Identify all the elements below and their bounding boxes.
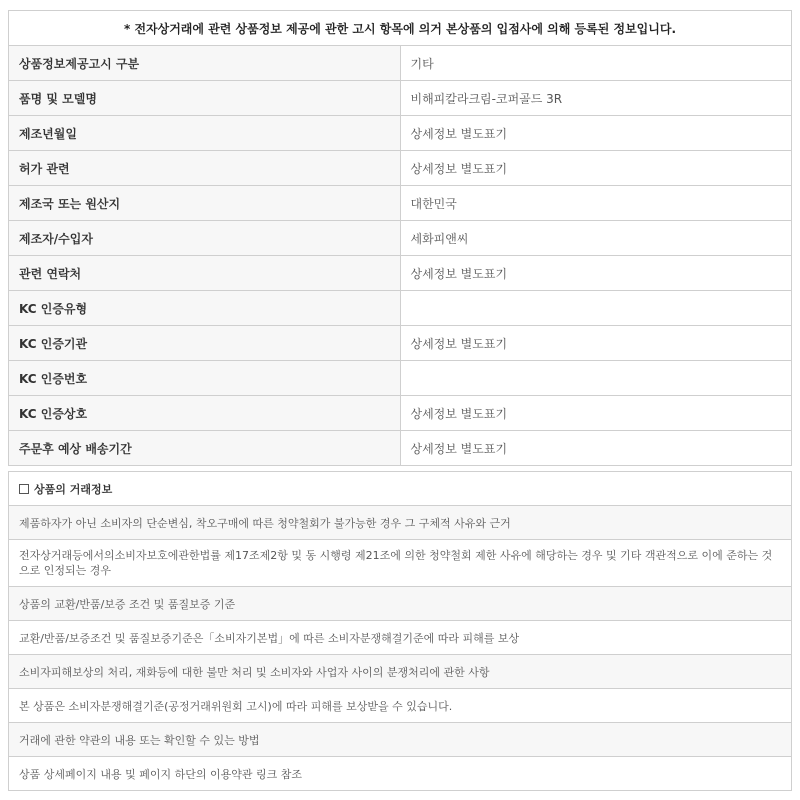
trade-info-answer: 상품 상세페이지 내용 및 페이지 하단의 이용약관 링크 참조	[9, 757, 792, 791]
info-value: 상세정보 별도표기	[400, 396, 792, 431]
info-row	[9, 186, 792, 221]
trade-info-answer: 교환/반품/보증조건 및 품질보증기준은「소비자기본법」에 따른 소비자분쟁해결기준에 따라 피해를 보상	[9, 621, 792, 655]
trade-info-row	[9, 655, 792, 689]
info-row	[9, 431, 792, 466]
trade-info-row	[9, 506, 792, 540]
info-row	[9, 151, 792, 186]
trade-info-row	[9, 723, 792, 757]
info-value: 상세정보 별도표기	[400, 116, 792, 151]
notice-row	[9, 11, 792, 46]
trade-info-header-row	[9, 472, 792, 506]
trade-info-question: 소비자피해보상의 처리, 재화등에 대한 불만 처리 및 소비자와 사업자 사이의 분쟁처리에 관한 사항	[9, 655, 792, 689]
info-row	[9, 256, 792, 291]
info-label: 제조년월일	[9, 116, 401, 151]
info-value: 상세정보 별도표기	[400, 431, 792, 466]
info-label: 품명 및 모델명	[9, 81, 401, 116]
info-value	[400, 291, 792, 326]
trade-info-row	[9, 587, 792, 621]
info-row	[9, 291, 792, 326]
info-value	[400, 361, 792, 396]
trade-info-row	[9, 689, 792, 723]
info-label: KC 인증기관	[9, 326, 401, 361]
info-value: 상세정보 별도표기	[400, 256, 792, 291]
info-row	[9, 46, 792, 81]
checkbox-square-icon	[19, 484, 29, 494]
product-info-table	[8, 10, 792, 466]
trade-info-row	[9, 757, 792, 791]
info-label: KC 인증번호	[9, 361, 401, 396]
trade-info-answer: 전자상거래등에서의소비자보호에관한법률 제17조제2항 및 동 시행령 제21조에 의한 청약철회 제한 사유에 해당하는 경우 및 기타 객관적으로 이에 준하는 것으로 인정되는 경우	[9, 540, 792, 587]
info-value: 비해피칼라크림-코퍼골드 3R	[400, 81, 792, 116]
notice-text: * 전자상거래에 관련 상품정보 제공에 관한 고시 항목에 의거 본상품의 입점사에 의해 등록된 정보입니다.	[9, 11, 792, 46]
trade-info-answer: 본 상품은 소비자분쟁해결기준(공정거래위원회 고시)에 따라 피해를 보상받을 수 있습니다.	[9, 689, 792, 723]
info-label: 허가 관련	[9, 151, 401, 186]
info-value: 상세정보 별도표기	[400, 151, 792, 186]
info-row	[9, 221, 792, 256]
info-value: 세화피앤씨	[400, 221, 792, 256]
info-label: 제조국 또는 원산지	[9, 186, 401, 221]
info-label: 관련 연락처	[9, 256, 401, 291]
trade-info-row	[9, 621, 792, 655]
trade-info-row	[9, 540, 792, 587]
trade-info-table	[8, 471, 792, 791]
info-label: 주문후 예상 배송기간	[9, 431, 401, 466]
info-value: 기타	[400, 46, 792, 81]
info-row	[9, 81, 792, 116]
info-value: 상세정보 별도표기	[400, 326, 792, 361]
info-row	[9, 116, 792, 151]
info-label: 상품정보제공고시 구분	[9, 46, 401, 81]
info-row	[9, 396, 792, 431]
trade-info-question: 제품하자가 아닌 소비자의 단순변심, 착오구매에 따른 청약철회가 불가능한 경우 그 구체적 사유와 근거	[9, 506, 792, 540]
info-row	[9, 326, 792, 361]
info-label: 제조자/수입자	[9, 221, 401, 256]
info-row	[9, 361, 792, 396]
trade-info-question: 상품의 교환/반품/보증 조건 및 품질보증 기준	[9, 587, 792, 621]
info-value: 대한민국	[400, 186, 792, 221]
trade-info-header	[9, 472, 792, 506]
info-label: KC 인증유형	[9, 291, 401, 326]
trade-info-question: 거래에 관한 약관의 내용 또는 확인할 수 있는 방법	[9, 723, 792, 757]
info-label: KC 인증상호	[9, 396, 401, 431]
trade-info-title: 상품의 거래정보	[34, 482, 113, 496]
